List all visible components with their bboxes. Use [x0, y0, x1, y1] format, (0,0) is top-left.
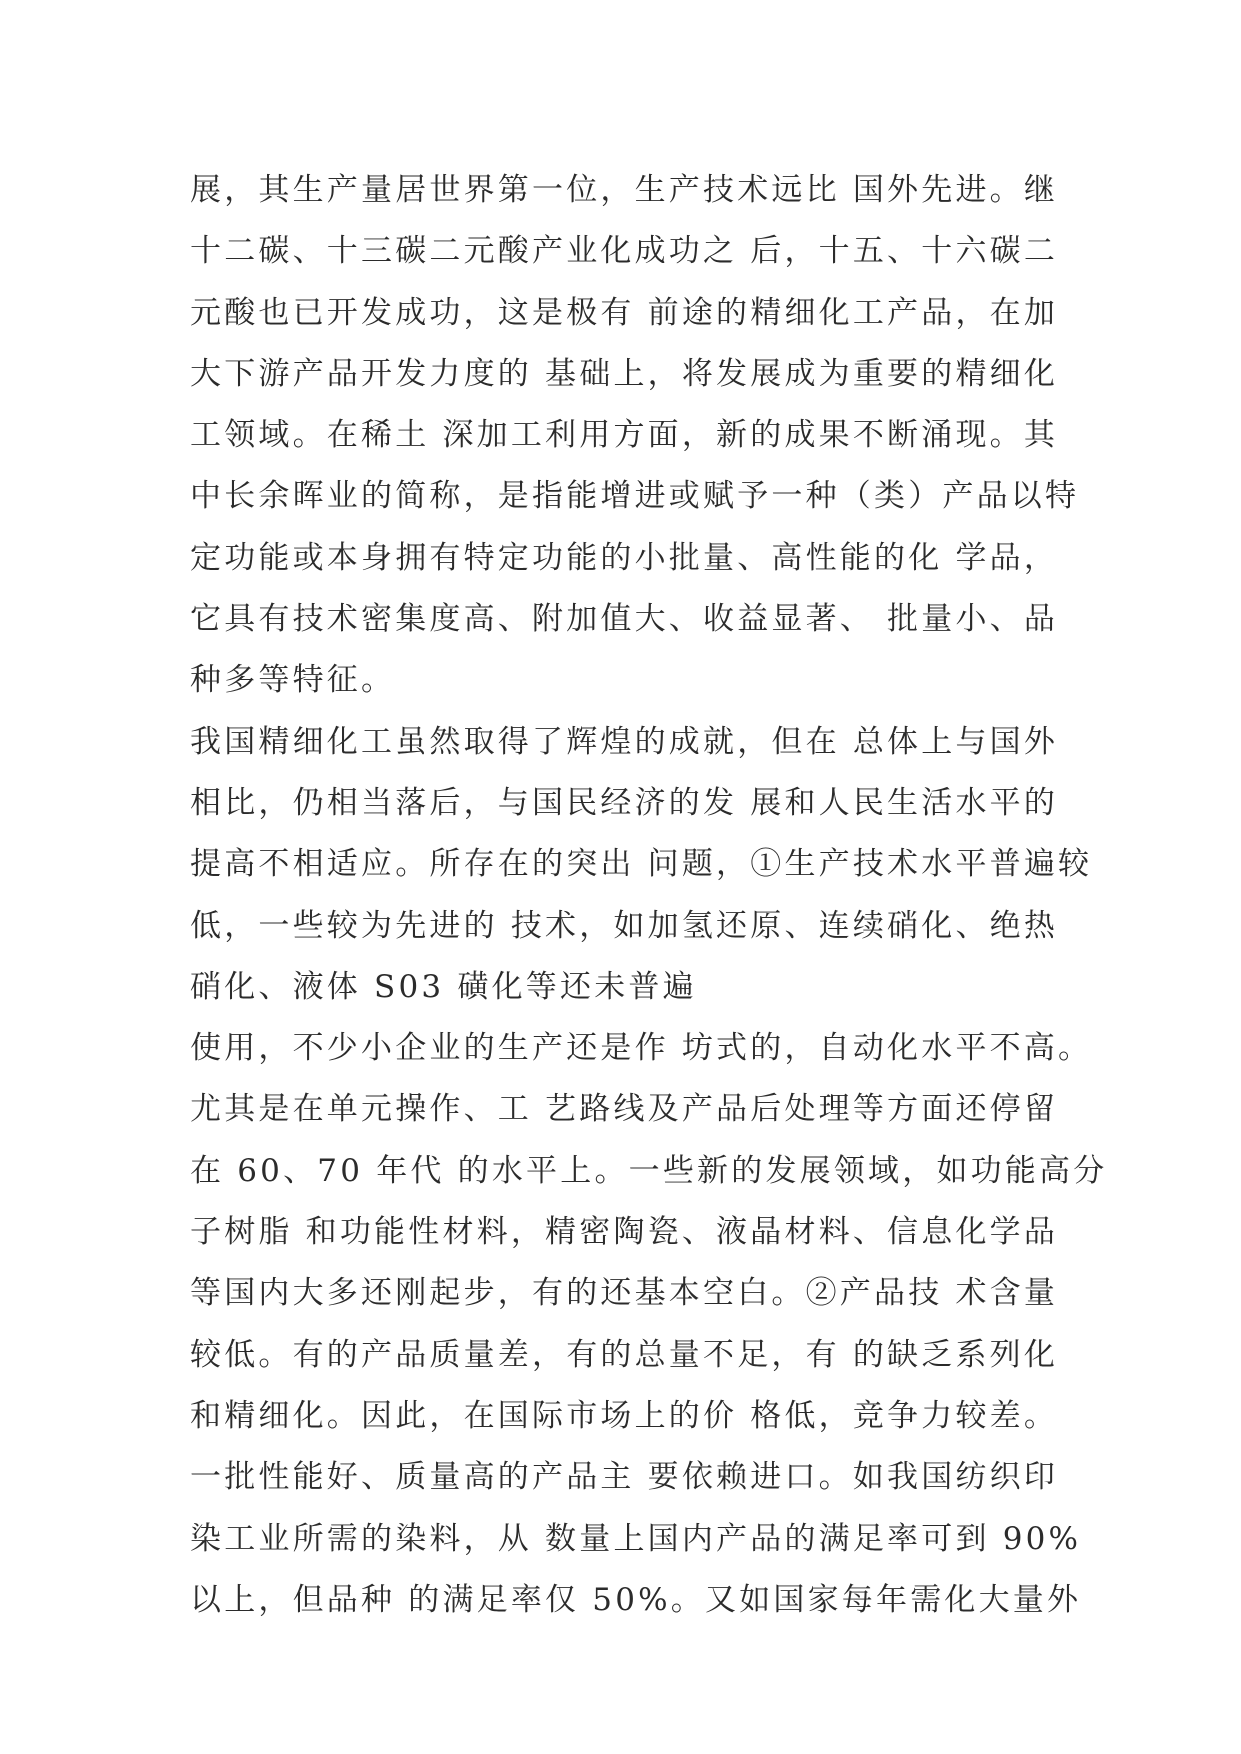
text-line: 较低。有的产品质量差，有的总量不足，有 的缺乏系列化 — [190, 1336, 1059, 1373]
text-line: 十二碳、十三碳二元酸产业化成功之 后，十五、十六碳二 — [190, 233, 1059, 270]
text-line: 提高不相适应。所存在的突出 问题，①生产技术水平普遍较 — [190, 846, 1093, 883]
text-line: 元酸也已开发成功，这是极有 前途的精细化工产品，在加 — [190, 294, 1059, 331]
text-line: 它具有技术密集度高、附加值大、收益显著、 批量小、品 — [190, 601, 1059, 638]
text-line: 在 60、70 年代 的水平上。一些新的发展领域，如功能高分 — [190, 1152, 1108, 1189]
text-line: 工领域。在稀土 深加工利用方面，新的成果不断涌现。其 — [190, 417, 1059, 454]
text-line: 定功能或本身拥有特定功能的小批量、高性能的化 学品， — [190, 539, 1059, 576]
text-line: 等国内大多还刚起步，有的还基本空白。②产品技 术含量 — [190, 1275, 1059, 1312]
text-line: 染工业所需的染料，从 数量上国内产品的满足率可到 90% — [190, 1520, 1082, 1557]
text-line: 种多等特征。 — [190, 662, 396, 699]
text-line: 一批性能好、质量高的产品主 要依赖进口。如我国纺织印 — [190, 1459, 1059, 1496]
text-line: 展，其生产量居世界第一位，生产技术远比 国外先进。继 — [190, 172, 1059, 208]
text-line: 子树脂 和功能性材料，精密陶瓷、液晶材料、信息化学品 — [190, 1214, 1059, 1251]
text-line: 我国精细化工虽然取得了辉煌的成就，但在 总体上与国外 — [190, 723, 1059, 760]
text-line: 尤其是在单元操作、工 艺路线及产品后处理等方面还停留 — [190, 1091, 1059, 1128]
text-line: 相比，仍相当落后，与国民经济的发 展和人民生活水平的 — [190, 784, 1059, 821]
body-text — [190, 160, 1108, 1631]
text-line: 使用，不少小企业的生产还是作 坊式的，自动化水平不高。 — [190, 1030, 1093, 1067]
text-line: 以上，但品种 的满足率仅 50%。又如国家每年需化大量外 — [190, 1581, 1082, 1618]
text-line: 低，一些较为先进的 技术，如加氢还原、连续硝化、绝热 — [190, 907, 1059, 944]
text-line: 硝化、液体 S03 磺化等还未普遍 — [190, 968, 697, 1005]
text-line: 中长余晖业的简称，是指能增进或赋予一种（类）产品以特 — [190, 478, 1080, 515]
text-line: 大下游产品开发力度的 基础上，将发展成为重要的精细化 — [190, 355, 1059, 392]
text-line: 和精细化。因此，在国际市场上的价 格低，竞争力较差。 — [190, 1397, 1059, 1434]
